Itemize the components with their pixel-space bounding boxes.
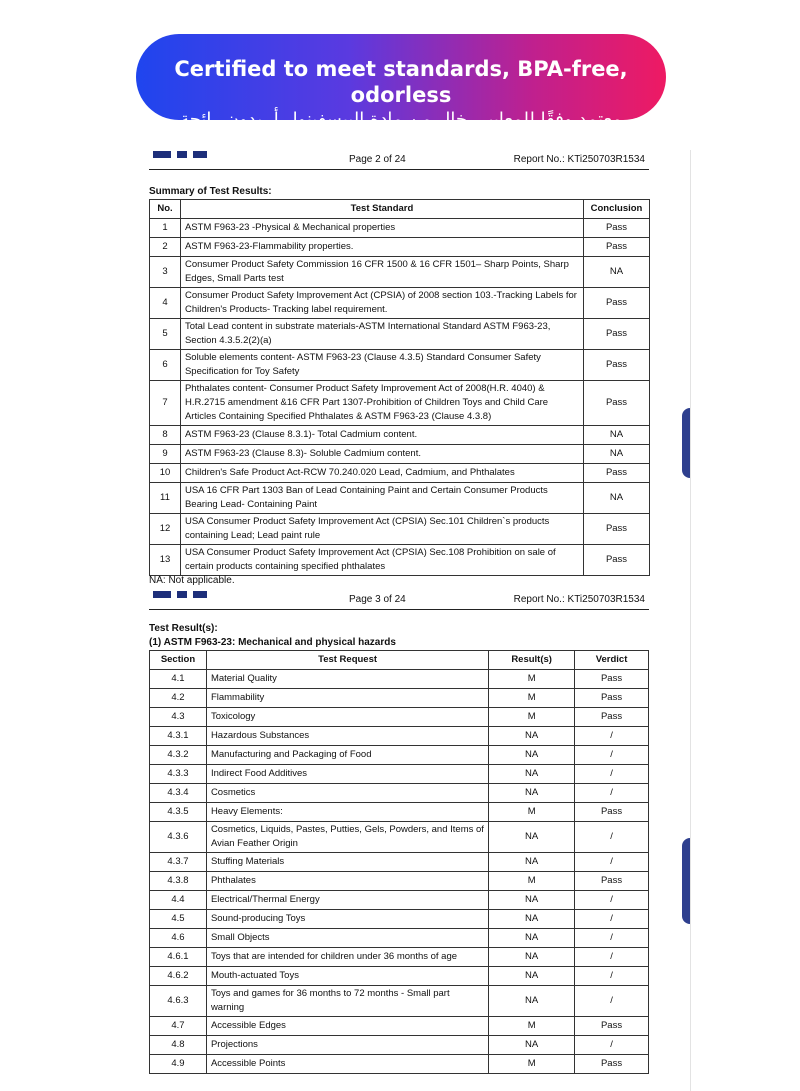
row-verdict: / — [575, 746, 649, 765]
row-result: M — [489, 1055, 575, 1074]
row-conclusion: NA — [584, 483, 650, 514]
row-section: 4.3.7 — [150, 853, 207, 872]
row-result: M — [489, 803, 575, 822]
row-section: 4.3.5 — [150, 803, 207, 822]
row-conclusion: Pass — [584, 238, 650, 257]
row-section: 4.6 — [150, 929, 207, 948]
banner-title-en: Certified to meet standards, BPA-free, odorless — [174, 57, 628, 107]
table-row — [150, 670, 649, 689]
row-section: 4.3.3 — [150, 765, 207, 784]
row-result: NA — [489, 1036, 575, 1055]
banner-title-ar: معتمد وفقًا للمعايير، خالٍ من مادة البيسفينول أ، بدون رائحة — [180, 109, 622, 130]
summary-title: Summary of Test Results: — [149, 186, 272, 197]
row-conclusion: NA — [584, 445, 650, 464]
row-no: 6 — [150, 350, 181, 381]
row-result: M — [489, 708, 575, 727]
row-no: 7 — [150, 381, 181, 426]
row-verdict: / — [575, 784, 649, 803]
row-section: 4.6.3 — [150, 986, 207, 1017]
row-section: 4.3.4 — [150, 784, 207, 803]
summary-table — [149, 199, 650, 576]
row-result: NA — [489, 948, 575, 967]
row-conclusion: NA — [584, 426, 650, 445]
row-no: 3 — [150, 257, 181, 288]
row-no: 2 — [150, 238, 181, 257]
row-standard: Consumer Product Safety Commission 16 CFR 1500 & 16 CFR 1501– Sharp Points, Sharp Edges, Small Parts test — [180, 257, 583, 288]
row-no: 9 — [150, 445, 181, 464]
table-row — [150, 288, 650, 319]
row-no: 13 — [150, 545, 181, 576]
row-section: 4.8 — [150, 1036, 207, 1055]
company-logo — [153, 591, 217, 598]
report-number: Report No.: KTi250703R1534 — [513, 594, 645, 605]
row-verdict: / — [575, 853, 649, 872]
row-request: Indirect Food Additives — [206, 765, 488, 784]
row-no: 10 — [150, 464, 181, 483]
table-row — [150, 784, 649, 803]
row-result: NA — [489, 891, 575, 910]
row-conclusion: Pass — [584, 464, 650, 483]
table-row — [150, 426, 650, 445]
row-result: NA — [489, 746, 575, 765]
row-request: Stuffing Materials — [206, 853, 488, 872]
row-request: Accessible Edges — [206, 1017, 488, 1036]
table-row — [150, 872, 649, 891]
row-conclusion: Pass — [584, 514, 650, 545]
row-request: Toys and games for 36 months to 72 months - Small part warning — [206, 986, 488, 1017]
company-logo — [153, 151, 217, 158]
table-row — [150, 1036, 649, 1055]
row-standard: ASTM F963-23 -Physical & Mechanical properties — [180, 219, 583, 238]
row-verdict: / — [575, 765, 649, 784]
row-result: NA — [489, 853, 575, 872]
row-standard: USA Consumer Product Safety Improvement Act (CPSIA) Sec.108 Prohibition on sale of certain products containing specified phthalates — [180, 545, 583, 576]
col-header-section: Section — [150, 651, 207, 670]
table-row — [150, 967, 649, 986]
row-no: 4 — [150, 288, 181, 319]
row-request: Mouth-actuated Toys — [206, 967, 488, 986]
row-request: Toys that are intended for children under 36 months of age — [206, 948, 488, 967]
row-request: Small Objects — [206, 929, 488, 948]
table-row — [150, 257, 650, 288]
row-request: Cosmetics, Liquids, Pastes, Putties, Gels, Powders, and Items of Avian Feather Origin — [206, 822, 488, 853]
row-result: NA — [489, 727, 575, 746]
row-result: NA — [489, 822, 575, 853]
row-verdict: / — [575, 986, 649, 1017]
row-section: 4.9 — [150, 1055, 207, 1074]
row-request: Flammability — [206, 689, 488, 708]
row-verdict: / — [575, 822, 649, 853]
row-conclusion: Pass — [584, 288, 650, 319]
row-conclusion: Pass — [584, 319, 650, 350]
row-verdict: / — [575, 929, 649, 948]
col-header-conclusion: Conclusion — [584, 200, 650, 219]
row-conclusion: Pass — [584, 381, 650, 426]
table-row — [150, 746, 649, 765]
row-result: M — [489, 1017, 575, 1036]
row-verdict: Pass — [575, 872, 649, 891]
table-row — [150, 381, 650, 426]
row-standard: Children's Safe Product Act-RCW 70.240.020 Lead, Cadmium, and Phthalates — [180, 464, 583, 483]
row-result: NA — [489, 967, 575, 986]
row-request: Projections — [206, 1036, 488, 1055]
table-row — [150, 986, 649, 1017]
table-row — [150, 708, 649, 727]
report-number: Report No.: KTi250703R1534 — [513, 154, 645, 165]
row-result: NA — [489, 910, 575, 929]
row-result: NA — [489, 765, 575, 784]
page-header — [149, 591, 649, 610]
row-request: Sound-producing Toys — [206, 910, 488, 929]
na-note: NA: Not applicable. — [149, 575, 235, 586]
row-no: 12 — [150, 514, 181, 545]
row-result: NA — [489, 929, 575, 948]
page-number: Page 2 of 24 — [349, 154, 406, 165]
row-request: Material Quality — [206, 670, 488, 689]
row-conclusion: NA — [584, 257, 650, 288]
table-row — [150, 350, 650, 381]
col-header-request: Test Request — [206, 651, 488, 670]
row-section: 4.1 — [150, 670, 207, 689]
test-results-table — [149, 650, 649, 1074]
row-request: Manufacturing and Packaging of Food — [206, 746, 488, 765]
row-standard: Consumer Product Safety Improvement Act (CPSIA) of 2008 section 103.-Tracking Labels for Children's Products- Tracking label requirement. — [180, 288, 583, 319]
row-section: 4.3 — [150, 708, 207, 727]
row-section: 4.6.1 — [150, 948, 207, 967]
row-conclusion: Pass — [584, 219, 650, 238]
row-conclusion: Pass — [584, 545, 650, 576]
row-verdict: / — [575, 948, 649, 967]
row-section: 4.4 — [150, 891, 207, 910]
table-row — [150, 822, 649, 853]
table-row — [150, 727, 649, 746]
certification-banner — [136, 34, 666, 130]
row-standard: ASTM F963-23 (Clause 8.3.1)- Total Cadmium content. — [180, 426, 583, 445]
row-standard: ASTM F963-23 (Clause 8.3)- Soluble Cadmium content. — [180, 445, 583, 464]
row-standard: Phthalates content- Consumer Product Safety Improvement Act of 2008(H.R. 4040) & H.R.2715 amendment &16 CFR Part 1307-Prohibition of Children Toys and Child Care Articles Containing Specified Phthalates & ASTM F963-23 (Clause 4.3.8) — [180, 381, 583, 426]
table-row — [150, 853, 649, 872]
table-row — [150, 219, 650, 238]
col-header-verdict: Verdict — [575, 651, 649, 670]
table-row — [150, 1055, 649, 1074]
row-section: 4.2 — [150, 689, 207, 708]
row-section: 4.3.6 — [150, 822, 207, 853]
row-request: Accessible Points — [206, 1055, 488, 1074]
col-header-no: No. — [150, 200, 181, 219]
row-standard: ASTM F963-23-Flammability properties. — [180, 238, 583, 257]
col-header-result: Result(s) — [489, 651, 575, 670]
row-section: 4.3.8 — [150, 872, 207, 891]
row-verdict: / — [575, 727, 649, 746]
row-request: Phthalates — [206, 872, 488, 891]
row-result: M — [489, 689, 575, 708]
row-result: NA — [489, 986, 575, 1017]
row-verdict: Pass — [575, 803, 649, 822]
row-verdict: Pass — [575, 689, 649, 708]
row-request: Heavy Elements: — [206, 803, 488, 822]
table-row — [150, 891, 649, 910]
row-verdict: Pass — [575, 1055, 649, 1074]
table-row — [150, 929, 649, 948]
row-no: 11 — [150, 483, 181, 514]
page-header — [149, 151, 649, 170]
row-section: 4.7 — [150, 1017, 207, 1036]
table-row — [150, 483, 650, 514]
row-request: Hazardous Substances — [206, 727, 488, 746]
row-request: Toxicology — [206, 708, 488, 727]
table-row — [150, 545, 650, 576]
table-row — [150, 803, 649, 822]
row-section: 4.3.1 — [150, 727, 207, 746]
table-row — [150, 689, 649, 708]
row-verdict: / — [575, 1036, 649, 1055]
table-row — [150, 238, 650, 257]
row-section: 4.5 — [150, 910, 207, 929]
table-row — [150, 1017, 649, 1036]
table-row — [150, 514, 650, 545]
row-no: 5 — [150, 319, 181, 350]
row-standard: USA Consumer Product Safety Improvement Act (CPSIA) Sec.101 Children`s products containing Lead; Lead paint rule — [180, 514, 583, 545]
row-verdict: / — [575, 967, 649, 986]
side-seal-mark — [682, 408, 690, 478]
row-standard: Total Lead content in substrate materials-ASTM International Standard ASTM F963-23, Section 4.3.5.2(2)(a) — [180, 319, 583, 350]
row-section: 4.6.2 — [150, 967, 207, 986]
row-result: M — [489, 670, 575, 689]
col-header-standard: Test Standard — [180, 200, 583, 219]
table-row — [150, 464, 650, 483]
row-verdict: / — [575, 910, 649, 929]
row-conclusion: Pass — [584, 350, 650, 381]
page-number: Page 3 of 24 — [349, 594, 406, 605]
row-section: 4.3.2 — [150, 746, 207, 765]
row-request: Cosmetics — [206, 784, 488, 803]
row-request: Electrical/Thermal Energy — [206, 891, 488, 910]
row-verdict: / — [575, 891, 649, 910]
row-verdict: Pass — [575, 708, 649, 727]
table-row — [150, 765, 649, 784]
row-standard: USA 16 CFR Part 1303 Ban of Lead Containing Paint and Certain Consumer Products Bearing Lead- Containing Paint — [180, 483, 583, 514]
row-no: 8 — [150, 426, 181, 445]
test-results-title: Test Result(s): — [149, 623, 218, 634]
table-row — [150, 445, 650, 464]
row-standard: Soluble elements content- ASTM F963-23 (Clause 4.3.5) Standard Consumer Safety Specification for Toy Safety — [180, 350, 583, 381]
row-result: M — [489, 872, 575, 891]
table-row — [150, 319, 650, 350]
row-verdict: Pass — [575, 1017, 649, 1036]
table-row — [150, 948, 649, 967]
table-row — [150, 910, 649, 929]
row-verdict: Pass — [575, 670, 649, 689]
section-title: (1) ASTM F963-23: Mechanical and physical hazards — [149, 637, 396, 648]
document-edge — [690, 150, 691, 1091]
side-seal-mark — [682, 838, 690, 924]
row-no: 1 — [150, 219, 181, 238]
row-result: NA — [489, 784, 575, 803]
